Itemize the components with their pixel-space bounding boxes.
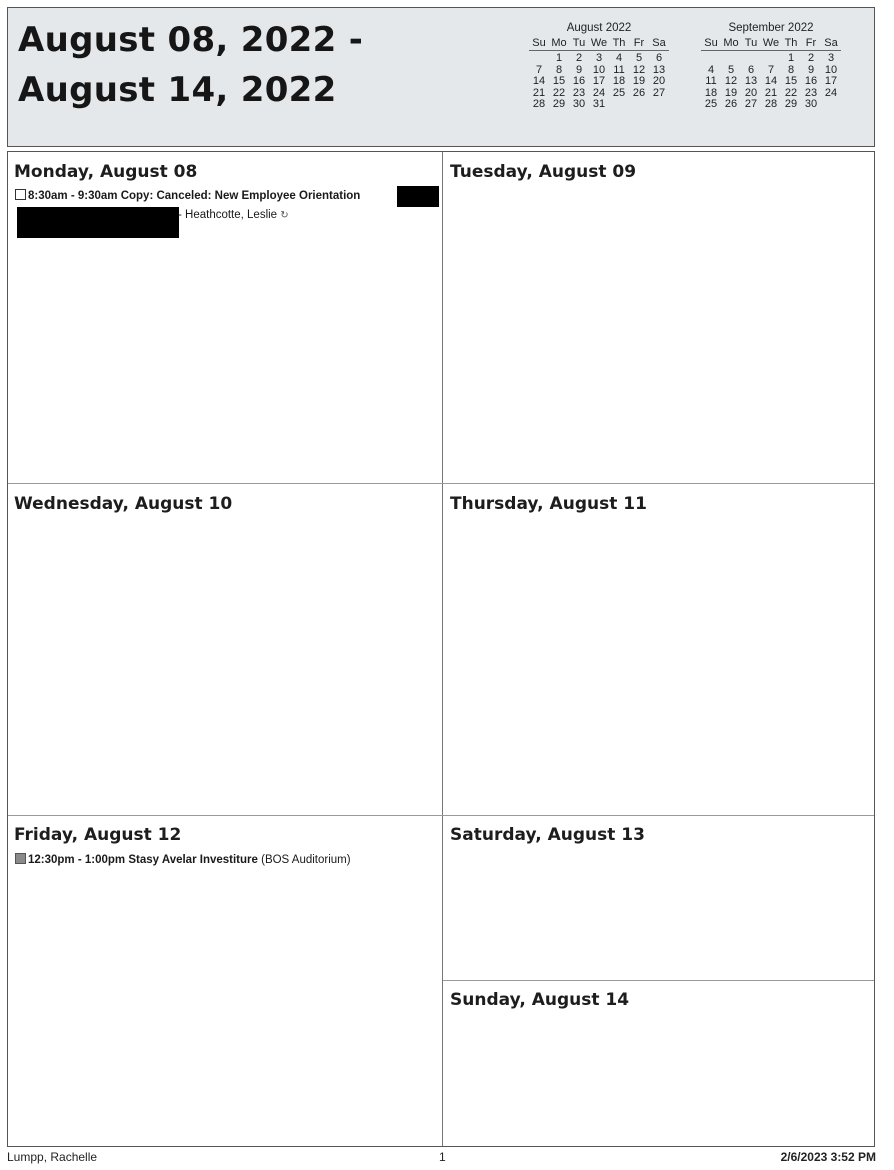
mini-calendar-day[interactable]: 24: [592, 86, 606, 99]
mini-calendar-day[interactable]: 15: [552, 75, 566, 87]
mini-calendar-day[interactable]: 15: [784, 75, 798, 87]
mini-calendar-day[interactable]: 12: [632, 63, 646, 76]
day-title-monday: Monday, August 08: [14, 162, 198, 182]
event-title: Copy: Canceled: New Employee Orientation: [120, 190, 361, 202]
mini-calendar-day[interactable]: 30: [804, 98, 818, 110]
mini-calendar-day[interactable]: 2: [575, 52, 583, 64]
mini-calendar-day[interactable]: 20: [744, 86, 758, 99]
weekday-label: Su: [704, 37, 718, 49]
mini-calendar-day[interactable]: 28: [764, 98, 778, 110]
mini-calendar-day[interactable]: 10: [592, 63, 606, 76]
week-range-title-line1: August 08, 2022 -: [18, 20, 364, 60]
redaction-box: [17, 207, 179, 238]
event-organizer: - Heathcotte, Leslie ↻: [178, 209, 289, 221]
weekday-label: Mo: [551, 37, 567, 49]
week-range-title-line2: August 14, 2022: [18, 70, 337, 110]
mini-calendar-day[interactable]: 24: [824, 86, 838, 99]
mini-calendar-day[interactable]: 20: [652, 75, 666, 87]
mini-calendar-day[interactable]: 25: [612, 86, 626, 99]
weekday-label: Tu: [744, 37, 758, 49]
event-time: 12:30pm - 1:00pm: [28, 854, 126, 866]
mini-calendar-day[interactable]: 5: [727, 63, 735, 76]
mini-calendar-day[interactable]: 29: [552, 98, 566, 110]
row-divider: [8, 483, 874, 484]
weekday-label: Sa: [824, 37, 838, 49]
mini-calendar-day: [629, 99, 649, 111]
week-grid: [7, 151, 875, 1147]
row-divider: [443, 980, 874, 981]
mini-calendar-day[interactable]: 6: [747, 63, 755, 76]
event-location: (BOS Auditorium): [261, 854, 351, 866]
mini-calendar-weekdays: [701, 37, 841, 51]
mini-calendar-day[interactable]: 22: [784, 86, 798, 99]
weekday-label: Th: [612, 37, 626, 49]
weekday-label: We: [590, 37, 608, 49]
mini-calendar-day[interactable]: 11: [705, 75, 717, 87]
mini-calendar-day[interactable]: 3: [595, 52, 603, 64]
weekday-label: Fr: [633, 37, 645, 49]
column-divider: [442, 152, 443, 1146]
weekday-label: Fr: [805, 37, 817, 49]
mini-calendar-day[interactable]: 8: [555, 63, 563, 76]
weekday-label: We: [762, 37, 780, 49]
mini-calendar-september: [701, 22, 841, 111]
mini-calendar-day[interactable]: 1: [555, 52, 563, 64]
mini-calendar-day: [649, 99, 669, 111]
mini-calendar-day[interactable]: 17: [824, 75, 838, 87]
mini-calendar-day[interactable]: 14: [532, 75, 546, 87]
mini-calendar-days: [701, 53, 841, 111]
mini-calendar-day[interactable]: 7: [535, 63, 543, 76]
mini-calendar-day[interactable]: 4: [707, 63, 715, 76]
weekday-label: Sa: [652, 37, 666, 49]
mini-calendar-day[interactable]: 1: [787, 52, 795, 64]
mini-calendar-day[interactable]: 23: [804, 86, 818, 99]
mini-calendar-day[interactable]: 28: [532, 98, 546, 110]
mini-calendar-title: September 2022: [728, 22, 814, 34]
mini-calendar-day[interactable]: 5: [635, 52, 643, 64]
mini-calendar-day[interactable]: 16: [572, 75, 586, 87]
mini-calendar-day: [721, 53, 741, 65]
mini-calendar-day: [609, 99, 629, 111]
day-title-wednesday: Wednesday, August 10: [14, 494, 233, 514]
mini-calendar-day[interactable]: 27: [652, 86, 666, 99]
event-title: Stasy Avelar Investiture: [128, 854, 258, 866]
mini-calendar-day[interactable]: 31: [592, 98, 606, 110]
mini-calendar-day[interactable]: 16: [804, 75, 818, 87]
mini-calendar-day: [761, 53, 781, 65]
week-header: [7, 7, 875, 147]
mini-calendar-day[interactable]: 13: [744, 75, 758, 87]
mini-calendar-day[interactable]: 9: [807, 63, 815, 76]
footer-owner: Lumpp, Rachelle: [7, 1150, 98, 1164]
weekday-label: Th: [784, 37, 798, 49]
mini-calendar-day[interactable]: 26: [632, 86, 646, 99]
mini-calendar-day[interactable]: 4: [615, 52, 623, 64]
mini-calendar-day[interactable]: 3: [827, 52, 835, 64]
weekday-label: Mo: [723, 37, 739, 49]
mini-calendar-day: [821, 99, 841, 111]
mini-calendar-day[interactable]: 19: [724, 86, 738, 99]
redaction-box: [397, 186, 439, 207]
mini-calendar-day[interactable]: 22: [552, 86, 566, 99]
mini-calendar-day[interactable]: 17: [592, 75, 606, 87]
event-time: 8:30am - 9:30am: [28, 190, 118, 202]
mini-calendar-day[interactable]: 19: [632, 75, 646, 87]
mini-calendar-day[interactable]: 18: [612, 75, 626, 87]
mini-calendar-day[interactable]: 8: [787, 63, 795, 76]
day-title-friday: Friday, August 12: [14, 825, 182, 845]
mini-calendar-day[interactable]: 26: [724, 98, 738, 110]
mini-calendar-day[interactable]: 25: [704, 98, 718, 110]
busy-status-icon: [15, 853, 26, 864]
row-divider: [8, 815, 874, 816]
day-title-sunday: Sunday, August 14: [450, 990, 630, 1010]
mini-calendar-day[interactable]: 6: [655, 52, 663, 64]
mini-calendar-day[interactable]: 12: [724, 75, 738, 87]
mini-calendar-weekdays: [529, 37, 669, 51]
mini-calendar-day[interactable]: 14: [764, 75, 778, 87]
mini-calendar-day[interactable]: 21: [532, 86, 546, 99]
event-monday-orientation[interactable]: [15, 189, 360, 202]
mini-calendar-day[interactable]: 30: [572, 98, 586, 110]
day-title-tuesday: Tuesday, August 09: [450, 162, 637, 182]
mini-calendar-day: [701, 53, 721, 65]
mini-calendar-day[interactable]: 7: [767, 63, 775, 76]
mini-calendar-title: August 2022: [566, 22, 632, 34]
mini-calendar-day[interactable]: 13: [652, 63, 666, 76]
weekday-label: Su: [532, 37, 546, 49]
weekday-label: Tu: [572, 37, 586, 49]
footer-print-date: 2/6/2023 3:52 PM: [780, 1150, 876, 1164]
mini-calendar-day[interactable]: 29: [784, 98, 798, 110]
mini-calendar-day[interactable]: 11: [613, 63, 625, 76]
mini-calendar-day[interactable]: 27: [744, 98, 758, 110]
mini-calendar-august: [529, 22, 669, 111]
mini-calendar-day[interactable]: 18: [704, 86, 718, 99]
mini-calendar-day: [529, 53, 549, 65]
mini-calendar-day: [741, 53, 761, 65]
mini-calendar-day[interactable]: 10: [824, 63, 838, 76]
mini-calendar-day[interactable]: 21: [764, 86, 778, 99]
mini-calendar-day[interactable]: 9: [575, 63, 583, 76]
mini-calendar-days: [529, 53, 669, 111]
mini-calendar-day[interactable]: 2: [807, 52, 815, 64]
mini-calendar-day[interactable]: 23: [572, 86, 586, 99]
busy-status-icon: [15, 189, 26, 200]
event-friday-investiture[interactable]: [15, 853, 351, 866]
recurrence-icon: ↻: [280, 210, 289, 221]
day-title-thursday: Thursday, August 11: [450, 494, 647, 514]
day-title-saturday: Saturday, August 13: [450, 825, 645, 845]
footer-page-number: 1: [439, 1150, 446, 1164]
